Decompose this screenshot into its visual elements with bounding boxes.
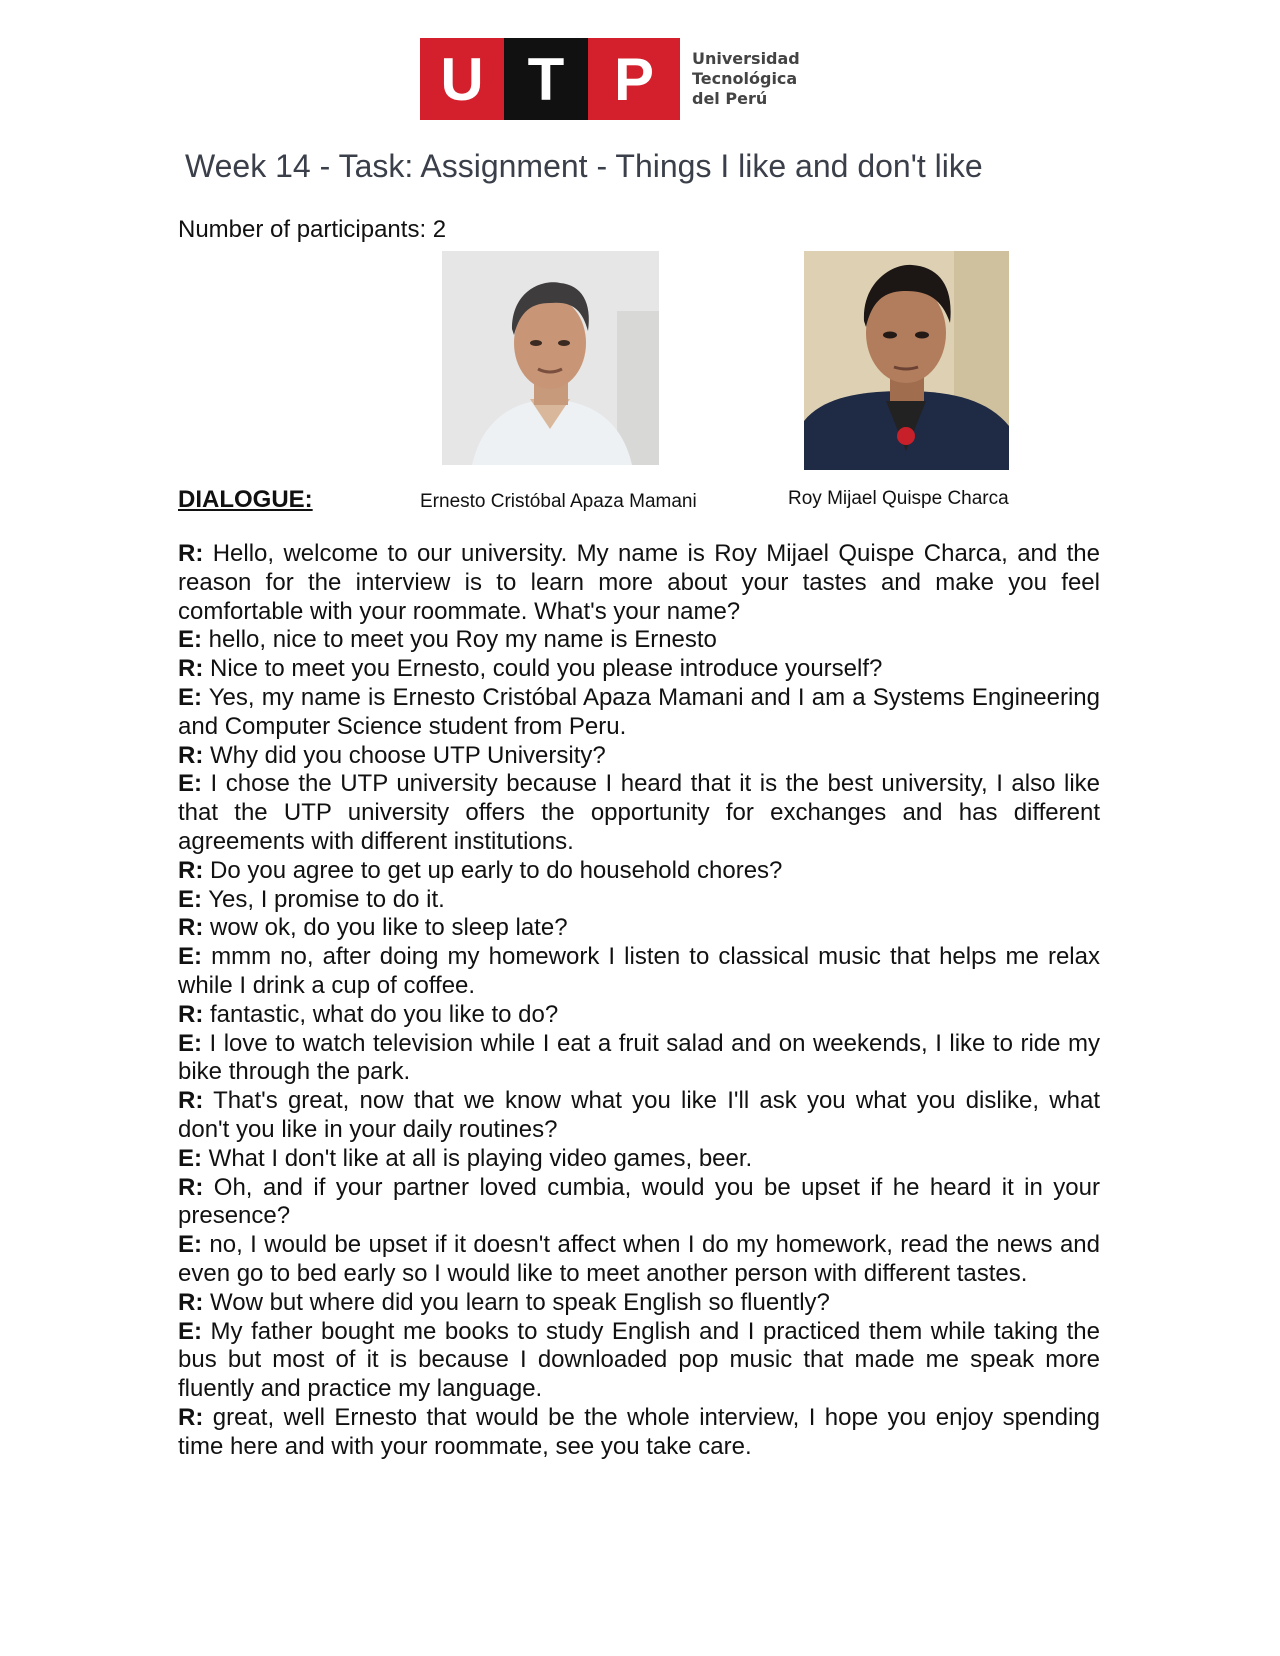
logo-wordmark (692, 49, 800, 109)
photo-caption-ernesto: Ernesto Cristóbal Apaza Mamani (420, 491, 697, 512)
dialogue-line (178, 857, 1100, 886)
dialogue-text: wow ok, do you like to sleep late? (203, 914, 568, 942)
logo-block-t (504, 38, 588, 120)
logo-block-p (588, 38, 680, 120)
speaker-label: R: (178, 856, 204, 884)
speaker-label: R: (178, 1087, 204, 1115)
dialogue-line (178, 914, 1100, 943)
speaker-label: E: (178, 683, 202, 711)
dialogue-text: fantastic, what do you like to do? (203, 1000, 559, 1028)
photo-caption-roy: Roy Mijael Quispe Charca (788, 488, 1009, 509)
utp-logo (420, 38, 800, 120)
dialogue-text: Oh, and if your partner loved cumbia, would you be upset if he heard it in your presence? (178, 1173, 1100, 1230)
portrait-ernesto-image (442, 251, 659, 465)
dialogue-text: Nice to meet you Ernesto, could you please introduce yourself? (203, 655, 883, 683)
dialogue-text: Yes, my name is Ernesto Cristóbal Apaza Mamani and I am a Systems Engineering and Computer Science student from Peru. (178, 683, 1100, 740)
logo-wordmark-line: del Perú (692, 89, 768, 108)
dialogue-line (178, 1030, 1100, 1088)
speaker-label: E: (178, 770, 202, 798)
dialogue-text: What I don't like at all is playing video games, beer. (202, 1144, 753, 1172)
dialogue-line (178, 684, 1100, 742)
dialogue-line (178, 1174, 1100, 1232)
speaker-label: R: (178, 655, 204, 683)
speaker-label: R: (178, 540, 204, 567)
document-title: Week 14 - Task: Assignment - Things I like and don't like (185, 148, 983, 184)
dialogue-text: Do you agree to get up early to do household chores? (203, 856, 783, 884)
dialogue-text: mmm no, after doing my homework I listen to classical music that helps me relax while I drink a cup of coffee. (178, 943, 1100, 999)
logo-letter-t: T (527, 45, 565, 113)
dialogue-text: great, well Ernesto that would be the whole interview, I hope you enjoy spending time here and with your roommate, see you take care. (178, 1403, 1100, 1460)
dialogue-text: Hello, welcome to our university. My name is Roy Mijael Quispe Charca, and the reason for the interview is to learn more about your tastes and make you feel comfortable with your roommate. What's your name? (178, 540, 1100, 625)
dialogue-line (178, 1087, 1100, 1145)
portrait-roy-image (804, 251, 1009, 470)
dialogue-line (178, 742, 1100, 771)
speaker-label: R: (178, 1173, 204, 1201)
speaker-label: R: (178, 1288, 204, 1316)
dialogue-body (178, 540, 1100, 1462)
speaker-label: E: (178, 1144, 202, 1172)
dialogue-line (178, 626, 1100, 655)
speaker-label: E: (178, 1231, 202, 1259)
dialogue-text: Why did you choose UTP University? (203, 741, 606, 769)
dialogue-line (178, 770, 1100, 856)
speaker-label: R: (178, 1403, 204, 1431)
logo-letter-u: U (440, 45, 484, 113)
dialogue-line (178, 1289, 1100, 1318)
dialogue-text: no, I would be upset if it doesn't affect when I do my homework, read the news and even go to bed early so I would like to meet another person with different tastes. (178, 1231, 1100, 1287)
dialogue-line (178, 886, 1100, 915)
dialogue-text: That's great, now that we know what you like I'll ask you what you dislike, what don't you like in your daily routines? (178, 1087, 1100, 1143)
dialogue-line (178, 1318, 1100, 1404)
participants-count: Number of participants: 2 (178, 216, 447, 243)
speaker-label: E: (178, 1029, 202, 1057)
speaker-label: R: (178, 914, 204, 942)
speaker-label: E: (178, 1317, 202, 1345)
logo-block-u (420, 38, 504, 120)
speaker-label: R: (178, 1000, 204, 1028)
dialogue-line (178, 1001, 1100, 1030)
speaker-label: R: (178, 741, 204, 769)
dialogue-line (178, 1404, 1100, 1462)
dialogue-text: I love to watch television while I eat a fruit salad and on weekends, I like to ride my bike through the park. (178, 1029, 1100, 1086)
dialogue-text: Yes, I promise to do it. (202, 885, 445, 913)
participant-photo-roy (804, 251, 1009, 470)
dialogue-text: My father bought me books to study English and I practiced them while taking the bus but most of it is because I downloaded pop music that made me speak more fluently and practice my language. (178, 1317, 1100, 1403)
speaker-label: E: (178, 943, 202, 971)
logo-wordmark-line: Tecnológica (692, 69, 798, 88)
dialogue-line (178, 655, 1100, 684)
dialogue-heading: DIALOGUE: (178, 486, 313, 513)
speaker-label: E: (178, 626, 202, 654)
speaker-label: E: (178, 885, 202, 913)
dialogue-text: hello, nice to meet you Roy my name is Ernesto (202, 626, 717, 654)
dialogue-line (178, 540, 1100, 626)
dialogue-line (178, 1231, 1100, 1289)
logo-wordmark-line: Universidad (692, 49, 800, 68)
logo-letter-p: P (613, 45, 655, 113)
dialogue-line (178, 943, 1100, 1001)
dialogue-line (178, 1145, 1100, 1174)
participant-photo-ernesto (442, 251, 659, 465)
dialogue-text: Wow but where did you learn to speak English so fluently? (203, 1288, 830, 1316)
dialogue-text: I chose the UTP university because I heard that it is the best university, I also like that the UTP university offers the opportunity for exchanges and has different agreements with different institutions. (178, 770, 1100, 855)
